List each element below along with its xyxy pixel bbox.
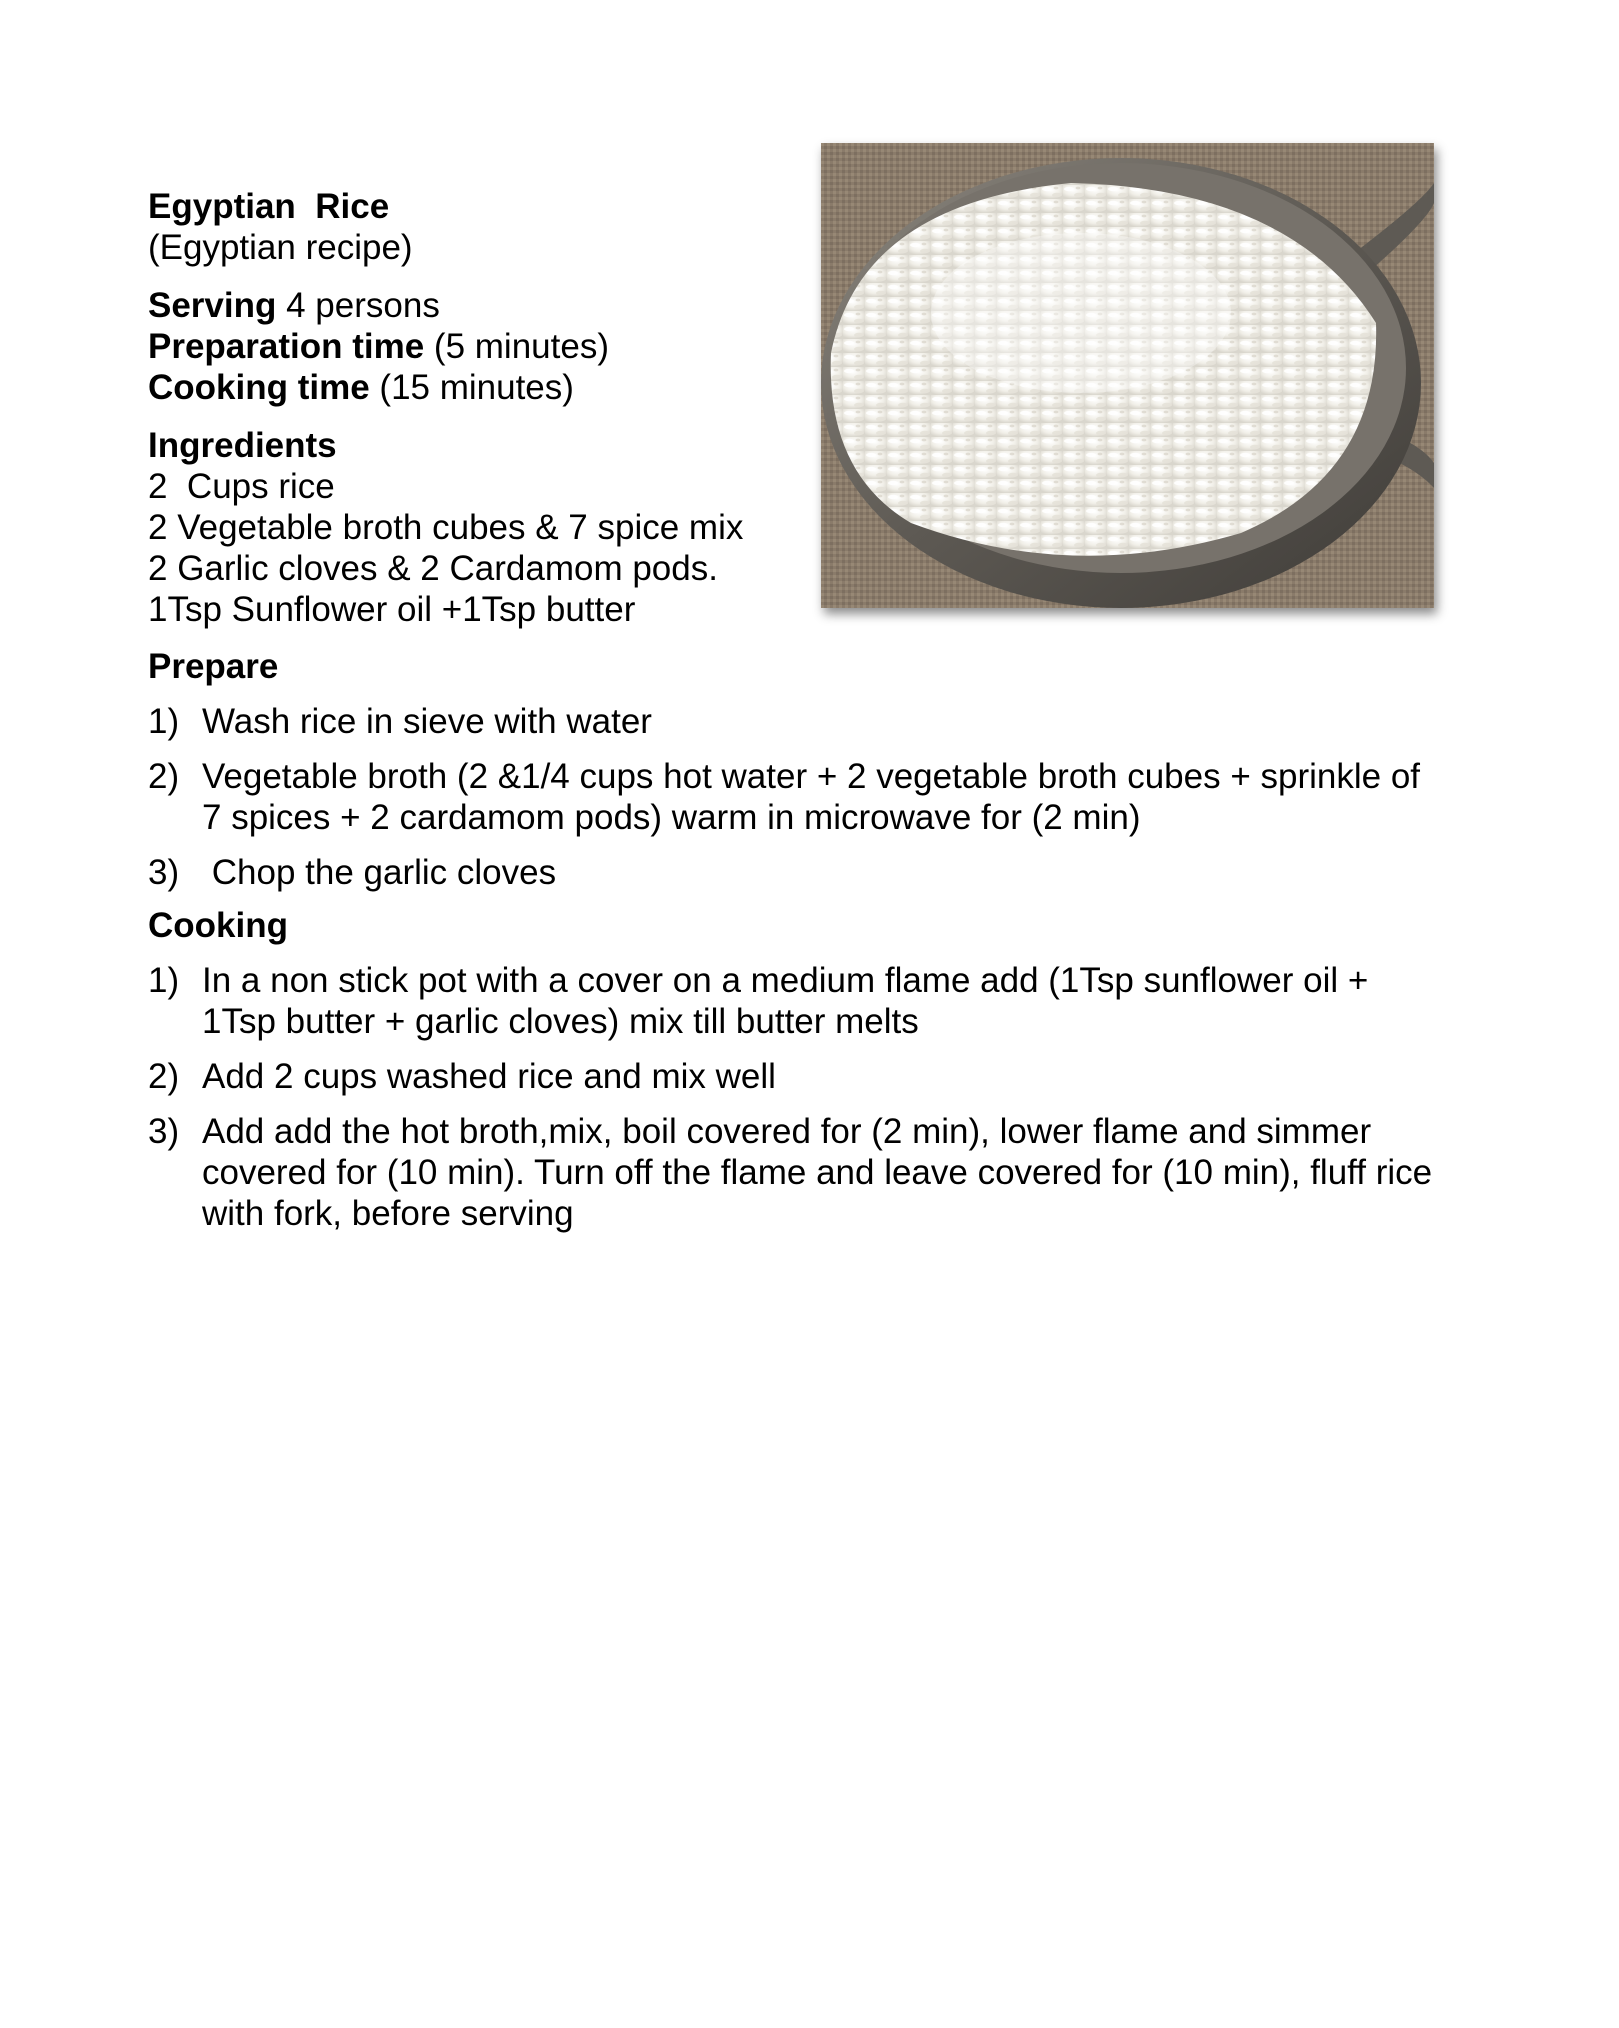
prep-time-value: (5 minutes): [424, 327, 609, 366]
prep-time-label: Preparation time: [148, 327, 425, 366]
step-number: 2): [148, 1057, 180, 1096]
cooking-steps: [148, 960, 1448, 1234]
serving-value: 4 persons: [276, 286, 440, 325]
step-text: Wash rice in sieve with water: [202, 702, 652, 741]
ingredient-item: 1Tsp Sunflower oil +1Tsp butter: [148, 590, 636, 629]
recipe-subtitle: (Egyptian recipe): [148, 228, 413, 267]
serving-label: Serving: [148, 286, 277, 325]
ingredients-heading: Ingredients: [148, 426, 337, 465]
cooking-step: [148, 960, 1448, 1042]
prepare-step: [148, 852, 1448, 893]
step-text: Vegetable broth (2 &1/4 cups hot water + 2 vegetable broth cubes + sprinkle of 7 spices + 2 cardamom pods) warm in microwave for (2 min): [202, 757, 1421, 837]
step-text: In a non stick pot with a cover on a medium flame add (1Tsp sunflower oil + 1Tsp butter + garlic cloves) mix till butter melts: [202, 961, 1369, 1041]
rice-bowl-icon: [821, 143, 1434, 608]
ingredient-item: 2 Garlic cloves & 2 Cardamom pods.: [148, 549, 718, 588]
step-number: 3): [148, 853, 180, 892]
prepare-steps: [148, 701, 1448, 893]
cook-time-label: Cooking time: [148, 368, 370, 407]
step-text: Add 2 cups washed rice and mix well: [202, 1057, 776, 1096]
ingredient-item: 2 Cups rice: [148, 467, 335, 506]
step-number: 2): [148, 757, 180, 796]
cooking-step: [148, 1111, 1448, 1234]
step-number: 3): [148, 1112, 180, 1151]
rice-bowl-photo: [821, 143, 1434, 608]
cooking-step: [148, 1056, 1448, 1097]
prepare-step: [148, 701, 1448, 742]
step-text: Add add the hot broth,mix, boil covered for (2 min), lower flame and simmer covered for (10 min). Turn off the flame and leave covered for (10 min), fluff rice with fork, before serving: [202, 1112, 1433, 1233]
step-number: 1): [148, 702, 180, 741]
recipe-title: Egyptian Rice: [148, 187, 390, 226]
step-number: 1): [148, 961, 180, 1000]
prepare-heading: Prepare: [148, 647, 279, 686]
cook-time-value: (15 minutes): [369, 368, 574, 407]
step-text: Chop the garlic cloves: [202, 853, 557, 892]
ingredient-item: 2 Vegetable broth cubes & 7 spice mix: [148, 508, 744, 547]
prepare-step: [148, 756, 1448, 838]
cooking-heading: Cooking: [148, 906, 288, 945]
